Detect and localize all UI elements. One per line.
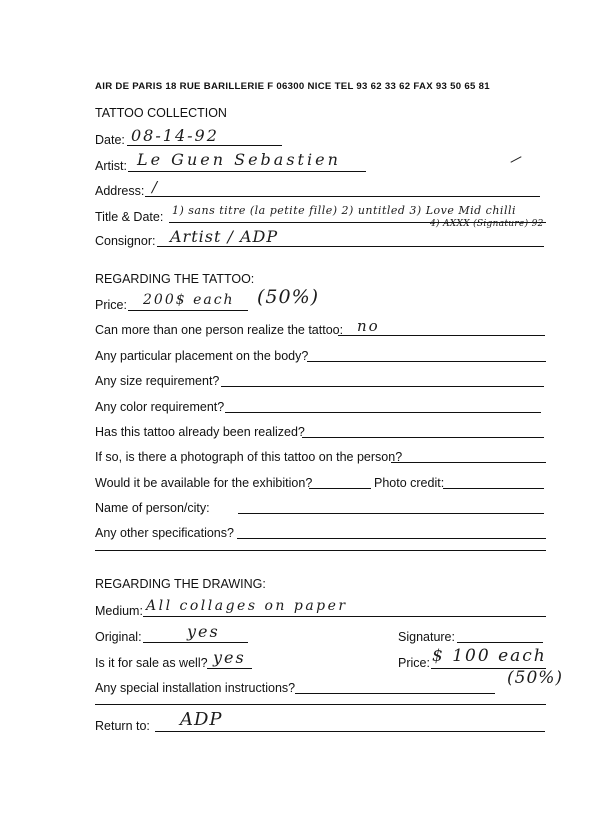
other-specs-line-2: [95, 550, 546, 551]
tattoo-section-heading: REGARDING THE TATTOO:: [95, 272, 255, 286]
color-line: [225, 412, 541, 413]
drawing-price-value[interactable]: $ 100 each: [432, 646, 547, 666]
realize-line: [338, 335, 545, 336]
tattoo-price-label: Price:: [95, 298, 127, 312]
drawing-price-percent[interactable]: (50%): [507, 668, 564, 688]
date-value[interactable]: 08-14-92: [131, 126, 219, 145]
original-label: Original:: [95, 630, 142, 644]
photo-label: If so, is there a photograph of this tattoo on the person?: [95, 450, 403, 464]
date-label: Date:: [95, 133, 125, 147]
address-line: [145, 196, 540, 197]
form-title: TATTOO COLLECTION: [95, 106, 227, 120]
return-to-label: Return to:: [95, 719, 150, 733]
realized-line: [302, 437, 544, 438]
medium-line: [143, 616, 546, 617]
signature-label: Signature:: [398, 630, 455, 644]
original-line: [143, 642, 248, 643]
size-label: Any size requirement?: [95, 374, 220, 388]
placement-line: [307, 361, 546, 362]
realized-label: Has this tattoo already been realized?: [95, 425, 305, 439]
placement-label: Any particular placement on the body?: [95, 349, 309, 363]
medium-value[interactable]: All collages on paper: [146, 598, 348, 614]
title-date-value[interactable]: 1) sans titre (la petite fille) 2) untitled 3) Love Mid chilli: [172, 204, 516, 217]
title-date-value-2[interactable]: 4) AXXX (Signature) 92: [430, 219, 544, 229]
title-date-label: Title & Date:: [95, 210, 164, 224]
artist-value[interactable]: Le Guen Sebastien: [137, 150, 341, 169]
tattoo-price-line: [128, 310, 248, 311]
size-line: [221, 386, 544, 387]
artist-line: [128, 171, 366, 172]
address-label: Address:: [95, 184, 145, 198]
return-to-line: [155, 731, 545, 732]
exhibition-line: [309, 488, 371, 489]
installation-line-2: [95, 704, 546, 705]
address-value[interactable]: /: [152, 178, 160, 196]
photo-credit-label: Photo credit:: [374, 476, 445, 490]
medium-label: Medium:: [95, 604, 143, 618]
realize-label: Can more than one person realize the tattoo:: [95, 323, 344, 337]
tattoo-price-value[interactable]: 200$ each: [143, 292, 235, 308]
consignor-value[interactable]: Artist / ADP: [170, 227, 279, 246]
consignor-line: [157, 246, 544, 247]
tattoo-price-percent[interactable]: (50%): [257, 286, 320, 308]
drawing-section-heading: REGARDING THE DRAWING:: [95, 577, 266, 591]
photo-line: [391, 462, 546, 463]
signature-line: [457, 642, 543, 643]
consignor-label: Consignor:: [95, 234, 156, 248]
artist-label: Artist:: [95, 159, 127, 173]
installation-line: [295, 693, 495, 694]
date-line: [127, 145, 282, 146]
return-to-value[interactable]: ADP: [180, 709, 223, 730]
other-specs-label: Any other specifications?: [95, 526, 234, 540]
name-city-line: [238, 513, 544, 514]
for-sale-line: [207, 668, 252, 669]
pen-mark: [510, 156, 521, 163]
other-specs-line: [237, 538, 546, 539]
installation-label: Any special installation instructions?: [95, 681, 296, 695]
original-value[interactable]: yes: [187, 622, 220, 641]
name-city-label: Name of person/city:: [95, 501, 210, 515]
for-sale-value[interactable]: yes: [213, 648, 246, 667]
realize-value[interactable]: no: [357, 317, 380, 335]
exhibition-label: Would it be available for the exhibition?: [95, 476, 313, 490]
photo-credit-line: [443, 488, 544, 489]
drawing-price-label: Price:: [398, 656, 430, 670]
color-label: Any color requirement?: [95, 400, 225, 414]
gallery-header: AIR DE PARIS 18 RUE BARILLERIE F 06300 NICE TEL 93 62 33 62 FAX 93 50 65 81: [95, 81, 490, 92]
for-sale-label: Is it for sale as well?: [95, 656, 208, 670]
